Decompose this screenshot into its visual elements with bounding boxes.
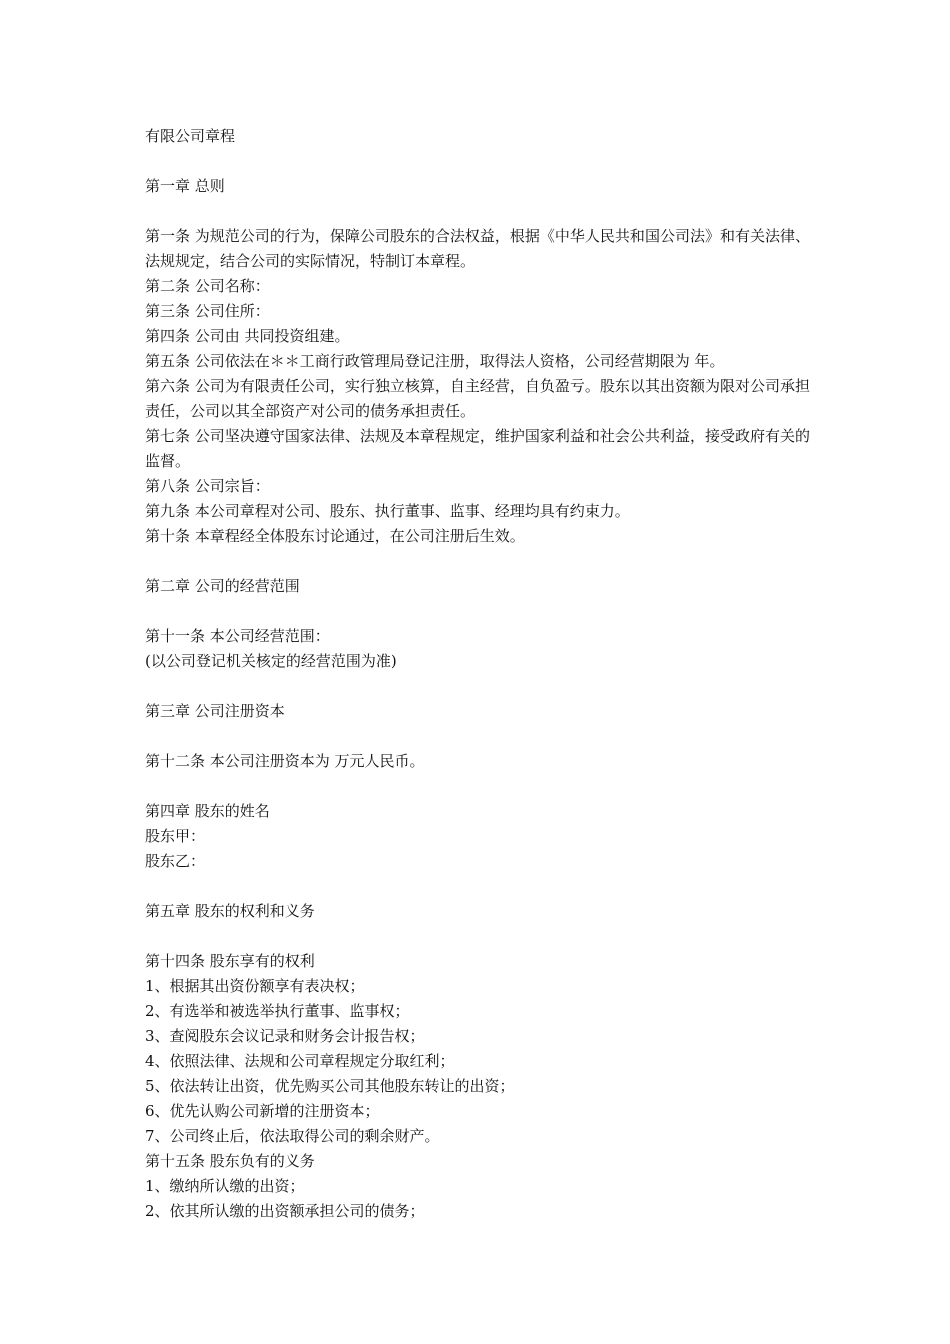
article-text: 第十二条 本公司注册资本为 万元人民币。 — [145, 752, 425, 770]
chapter-heading: 第五章 股东的权利和义务 — [145, 902, 315, 920]
list-item: 6、优先认购公司新增的注册资本； — [145, 1102, 380, 1120]
article-text: 第二条 公司名称： — [145, 277, 270, 295]
chapter-heading: 第四章 股东的姓名 — [145, 802, 270, 820]
spacer — [145, 774, 810, 799]
article-text: 股东乙： — [145, 852, 206, 870]
chapter-heading: 第三章 公司注册资本 — [145, 702, 285, 720]
article-text: 第十条 本章程经全体股东讨论通过，在公司注册后生效。 — [145, 527, 525, 545]
article-text: 第十四条 股东享有的权利 — [145, 952, 315, 970]
article-text: 第四条 公司由 共同投资组建。 — [145, 327, 350, 345]
spacer — [145, 874, 810, 899]
spacer — [145, 724, 810, 749]
article-text: 第一条 为规范公司的行为，保障公司股东的合法权益，根据《中华人民共和国公司法》和有关法律、法规规定，结合公司的实际情况，特制订本章程。 — [145, 227, 810, 270]
list-item: 2、依其所认缴的出资额承担公司的债务； — [145, 1202, 425, 1220]
list-item: 4、依照法律、法规和公司章程规定分取红利； — [145, 1052, 455, 1070]
spacer — [145, 149, 810, 174]
article-text: (以公司登记机关核定的经营范围为准) — [145, 652, 397, 670]
list-item: 3、查阅股东会议记录和财务会计报告权； — [145, 1027, 425, 1045]
document-title: 有限公司章程 — [145, 127, 236, 145]
chapter-heading: 第一章 总则 — [145, 177, 225, 195]
document-page — [145, 124, 810, 1224]
spacer — [145, 549, 810, 574]
article-text: 第九条 本公司章程对公司、股东、执行董事、监事、经理均具有约束力。 — [145, 502, 630, 520]
list-item: 2、有选举和被选举执行董事、监事权； — [145, 1002, 410, 1020]
article-text: 第三条 公司住所： — [145, 302, 270, 320]
spacer — [145, 674, 810, 699]
spacer — [145, 199, 810, 224]
article-text: 第十一条 本公司经营范围： — [145, 627, 330, 645]
spacer — [145, 599, 810, 624]
list-item: 5、依法转让出资，优先购买公司其他股东转让的出资； — [145, 1077, 515, 1095]
article-text: 股东甲： — [145, 827, 206, 845]
article-text: 第八条 公司宗旨： — [145, 477, 270, 495]
list-item: 1、根据其出资份额享有表决权； — [145, 977, 365, 995]
article-text: 第七条 公司坚决遵守国家法律、法规及本章程规定，维护国家利益和社会公共利益，接受政府有关的监督。 — [145, 427, 810, 470]
spacer — [145, 924, 810, 949]
article-text: 第五条 公司依法在＊＊工商行政管理局登记注册，取得法人资格，公司经营期限为 年。 — [145, 352, 725, 370]
article-text: 第六条 公司为有限责任公司，实行独立核算，自主经营，自负盈亏。股东以其出资额为限对公司承担责任，公司以其全部资产对公司的债务承担责任。 — [145, 377, 810, 420]
chapter-heading: 第二章 公司的经营范围 — [145, 577, 300, 595]
list-item: 1、缴纳所认缴的出资； — [145, 1177, 305, 1195]
article-text: 第十五条 股东负有的义务 — [145, 1152, 315, 1170]
list-item: 7、公司终止后，依法取得公司的剩余财产。 — [145, 1127, 440, 1145]
